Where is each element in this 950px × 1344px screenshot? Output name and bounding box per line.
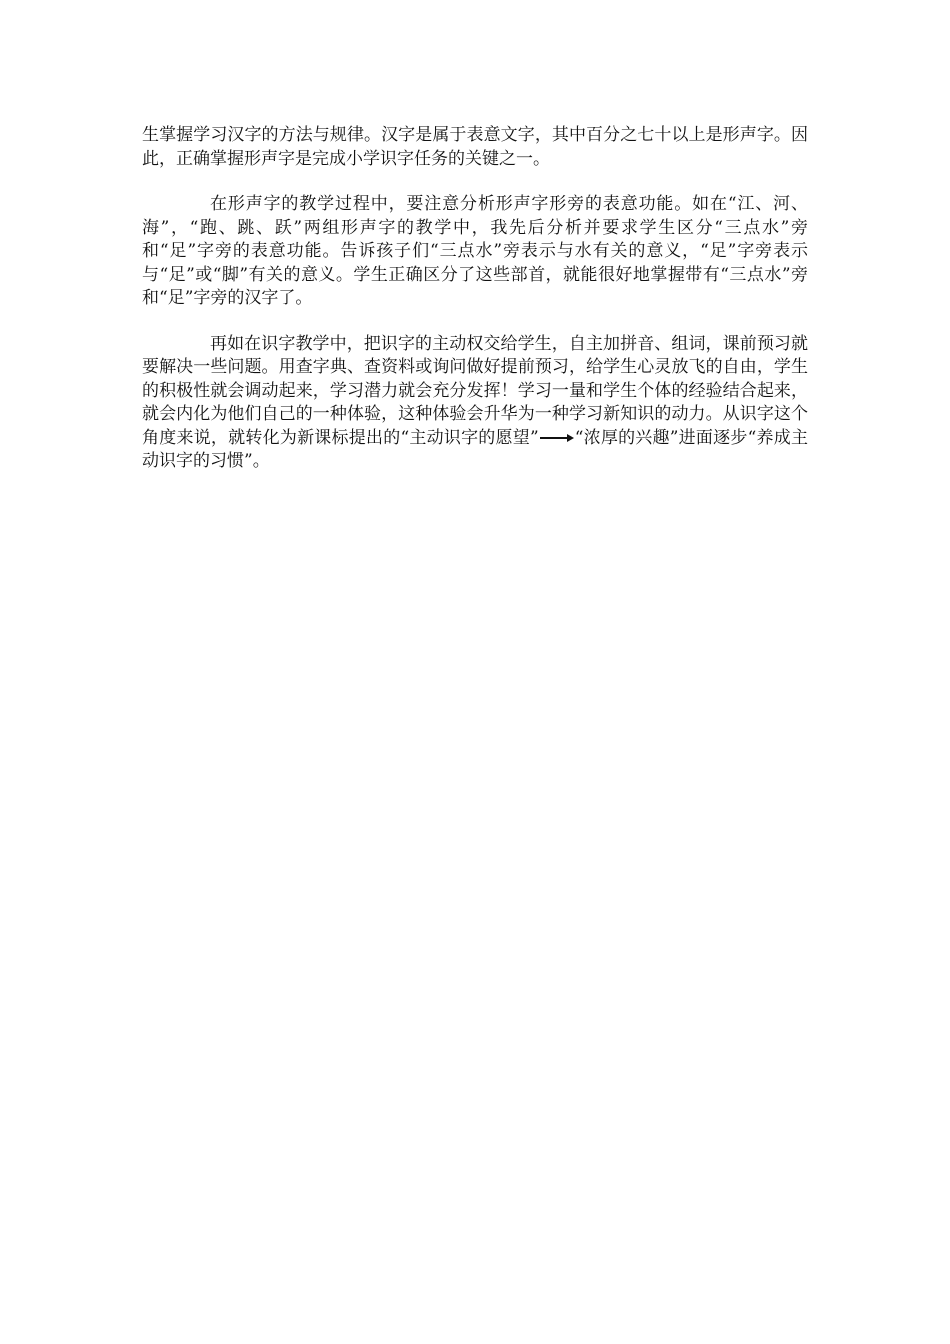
paragraph-1: 生掌握学习汉字的方法与规律。汉字是属于表意文字，其中百分之七十以上是形声字。因此，正确掌握形声字是完成小学识字任务的关键之一。 — [142, 125, 808, 169]
paragraph-gap — [142, 311, 808, 333]
paragraph-3 — [142, 333, 808, 474]
document-page — [142, 124, 808, 474]
paragraph-2: 在形声字的教学过程中，要注意分析形声字形旁的表意功能。如在“江、河、海”，“跑、跳、跃”两组形声字的教学中，我先后分析并要求学生区分“三点水”旁和“足”字旁的表意功能。告诉孩子们“三点水”旁表示与水有关的意义，“足”字旁表示与“足”或“脚”有关的意义。学生正确区分了这些部首，就能很好地掌握带有“三点水”旁和“足”字旁的汉字了。 — [142, 194, 808, 308]
right-arrow-icon — [540, 433, 574, 443]
paragraph-gap — [142, 171, 808, 193]
paragraph-3-text-before-arrow: 再如在识字教学中，把识字的主动权交给学生，自主加拼音、组词，课前预习就要解决一些问题。用查字典、查资料或询问做好提前预习，给学生心灵放飞的自由，学生的积极性就会调动起来，学习潜力就会充分发挥！学习一量和学生个体的经验结合起来，就会内化为他们自己的一种体验，这种体验会升华为一种学习新知识的动力。从识字这个角度来说，就转化为新课标提出的“主动识字的愿望” — [142, 333, 808, 448]
paragraph-3-text-after-arrow: “浓厚的兴趣”进面逐步“养成主动识字的习惯”。 — [142, 427, 808, 471]
